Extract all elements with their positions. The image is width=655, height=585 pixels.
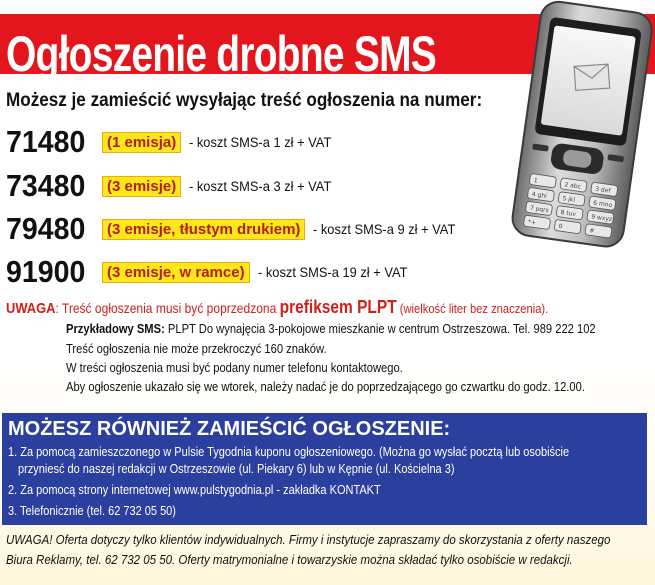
example-sms-line <box>66 321 596 336</box>
key-label: 6 mno <box>592 199 613 210</box>
key-label: 7 pqrs <box>529 204 550 215</box>
panel-title: MOŻESZ RÓWNIEŻ ZAMIEŚCIĆ OGŁOSZENIE: <box>8 418 451 440</box>
emission-tag: (3 emisje) <box>102 176 181 197</box>
warning-text: : Treść ogłoszenia musi być poprzedzona <box>55 300 280 316</box>
key-label: 2 abc <box>564 181 582 191</box>
emission-tag: (3 emisje, w ramce) <box>102 262 250 283</box>
key-label: 8 tuv <box>560 209 577 219</box>
sms-number-row <box>6 254 420 290</box>
footer-note: Biura Reklamy, tel. 62 732 05 50. Oferty matrymonialne i towarzyskie można składać tylko osobiście w redakcji. <box>6 553 573 567</box>
sms-number: 73480 <box>6 168 86 203</box>
page-title: Ogłoszenie drobne SMS <box>6 26 437 82</box>
key-label: 1 <box>533 177 539 185</box>
sms-number-row <box>6 211 468 247</box>
key-label: *+ <box>527 218 537 227</box>
example-text: PLPT Do wynajęcia 3-pokojowe mieszkanie w centrum Ostrzeszowa. Tel. 989 222 102 <box>164 321 596 336</box>
sms-cost: - koszt SMS-a 3 zł + VAT <box>189 178 332 194</box>
key-label: 9 wxyz <box>590 213 613 224</box>
key-label: 5 jkl <box>562 195 576 204</box>
length-limit-line: Treść ogłoszenia nie może przekroczyć 160 znaków. <box>66 341 327 356</box>
warning-note: (wielkość liter bez znaczenia). <box>396 301 549 316</box>
other-methods-panel <box>2 413 647 525</box>
emission-tag: (3 emisje, tłustym drukiem) <box>102 219 305 240</box>
sms-number: 79480 <box>6 211 86 246</box>
footer-note: UWAGA! Oferta dotyczy tylko klientów indywidualnych. Firmy i instytucje zapraszamy do skorzystania z oferty naszego <box>6 533 611 547</box>
warning-label: UWAGA <box>6 300 56 317</box>
emission-tag: (1 emisja) <box>102 132 181 153</box>
sms-number-row <box>6 124 344 160</box>
mobile-phone-icon <box>508 0 655 250</box>
deadline-line: Aby ogłoszenie ukazało się we wtorek, należy nadać je do poprzedzającego go czwartku do godz. 12.00. <box>66 379 585 394</box>
key-label: # <box>588 227 595 235</box>
key-label: 3 def <box>594 185 611 195</box>
example-label: Przykładowy SMS: <box>66 321 165 336</box>
sms-number: 91900 <box>6 254 86 289</box>
sms-number-row <box>6 168 344 204</box>
method-item: 1. Za pomocą zamieszczonego w Pulsie Tygodnia kuponu ogłoszeniowego. (Można go wysłać pocztą lub osobiście <box>8 445 570 459</box>
key-label: 4 ghi <box>531 190 548 200</box>
warning-line <box>6 297 548 318</box>
subtitle: Możesz je zamieścić wysyłając treść ogłoszenia na numer: <box>6 90 483 111</box>
sms-number: 71480 <box>6 124 86 159</box>
prefix-highlight: prefiksem PLPT <box>279 297 397 317</box>
key-label: 0 <box>558 222 563 231</box>
method-item: 3. Telefonicznie (tel. 62 732 05 50) <box>8 504 176 518</box>
method-item-continued: przyniesć do naszej redakcji w Ostrzeszowie (ul. Piekary 6) lub w Kępnie (ul. Kościelna 3) <box>18 462 455 476</box>
phone-required-line: W treści ogłoszenia musi być podany numer telefonu kontaktowego. <box>66 360 403 375</box>
sms-cost: - koszt SMS-a 1 zł + VAT <box>189 134 332 150</box>
method-item: 2. Za pomocą strony internetowej www.pulstygodnia.pl - zakładka KONTAKT <box>8 483 381 497</box>
sms-cost: - koszt SMS-a 9 zł + VAT <box>313 221 456 237</box>
sms-cost: - koszt SMS-a 19 zł + VAT <box>257 264 408 280</box>
